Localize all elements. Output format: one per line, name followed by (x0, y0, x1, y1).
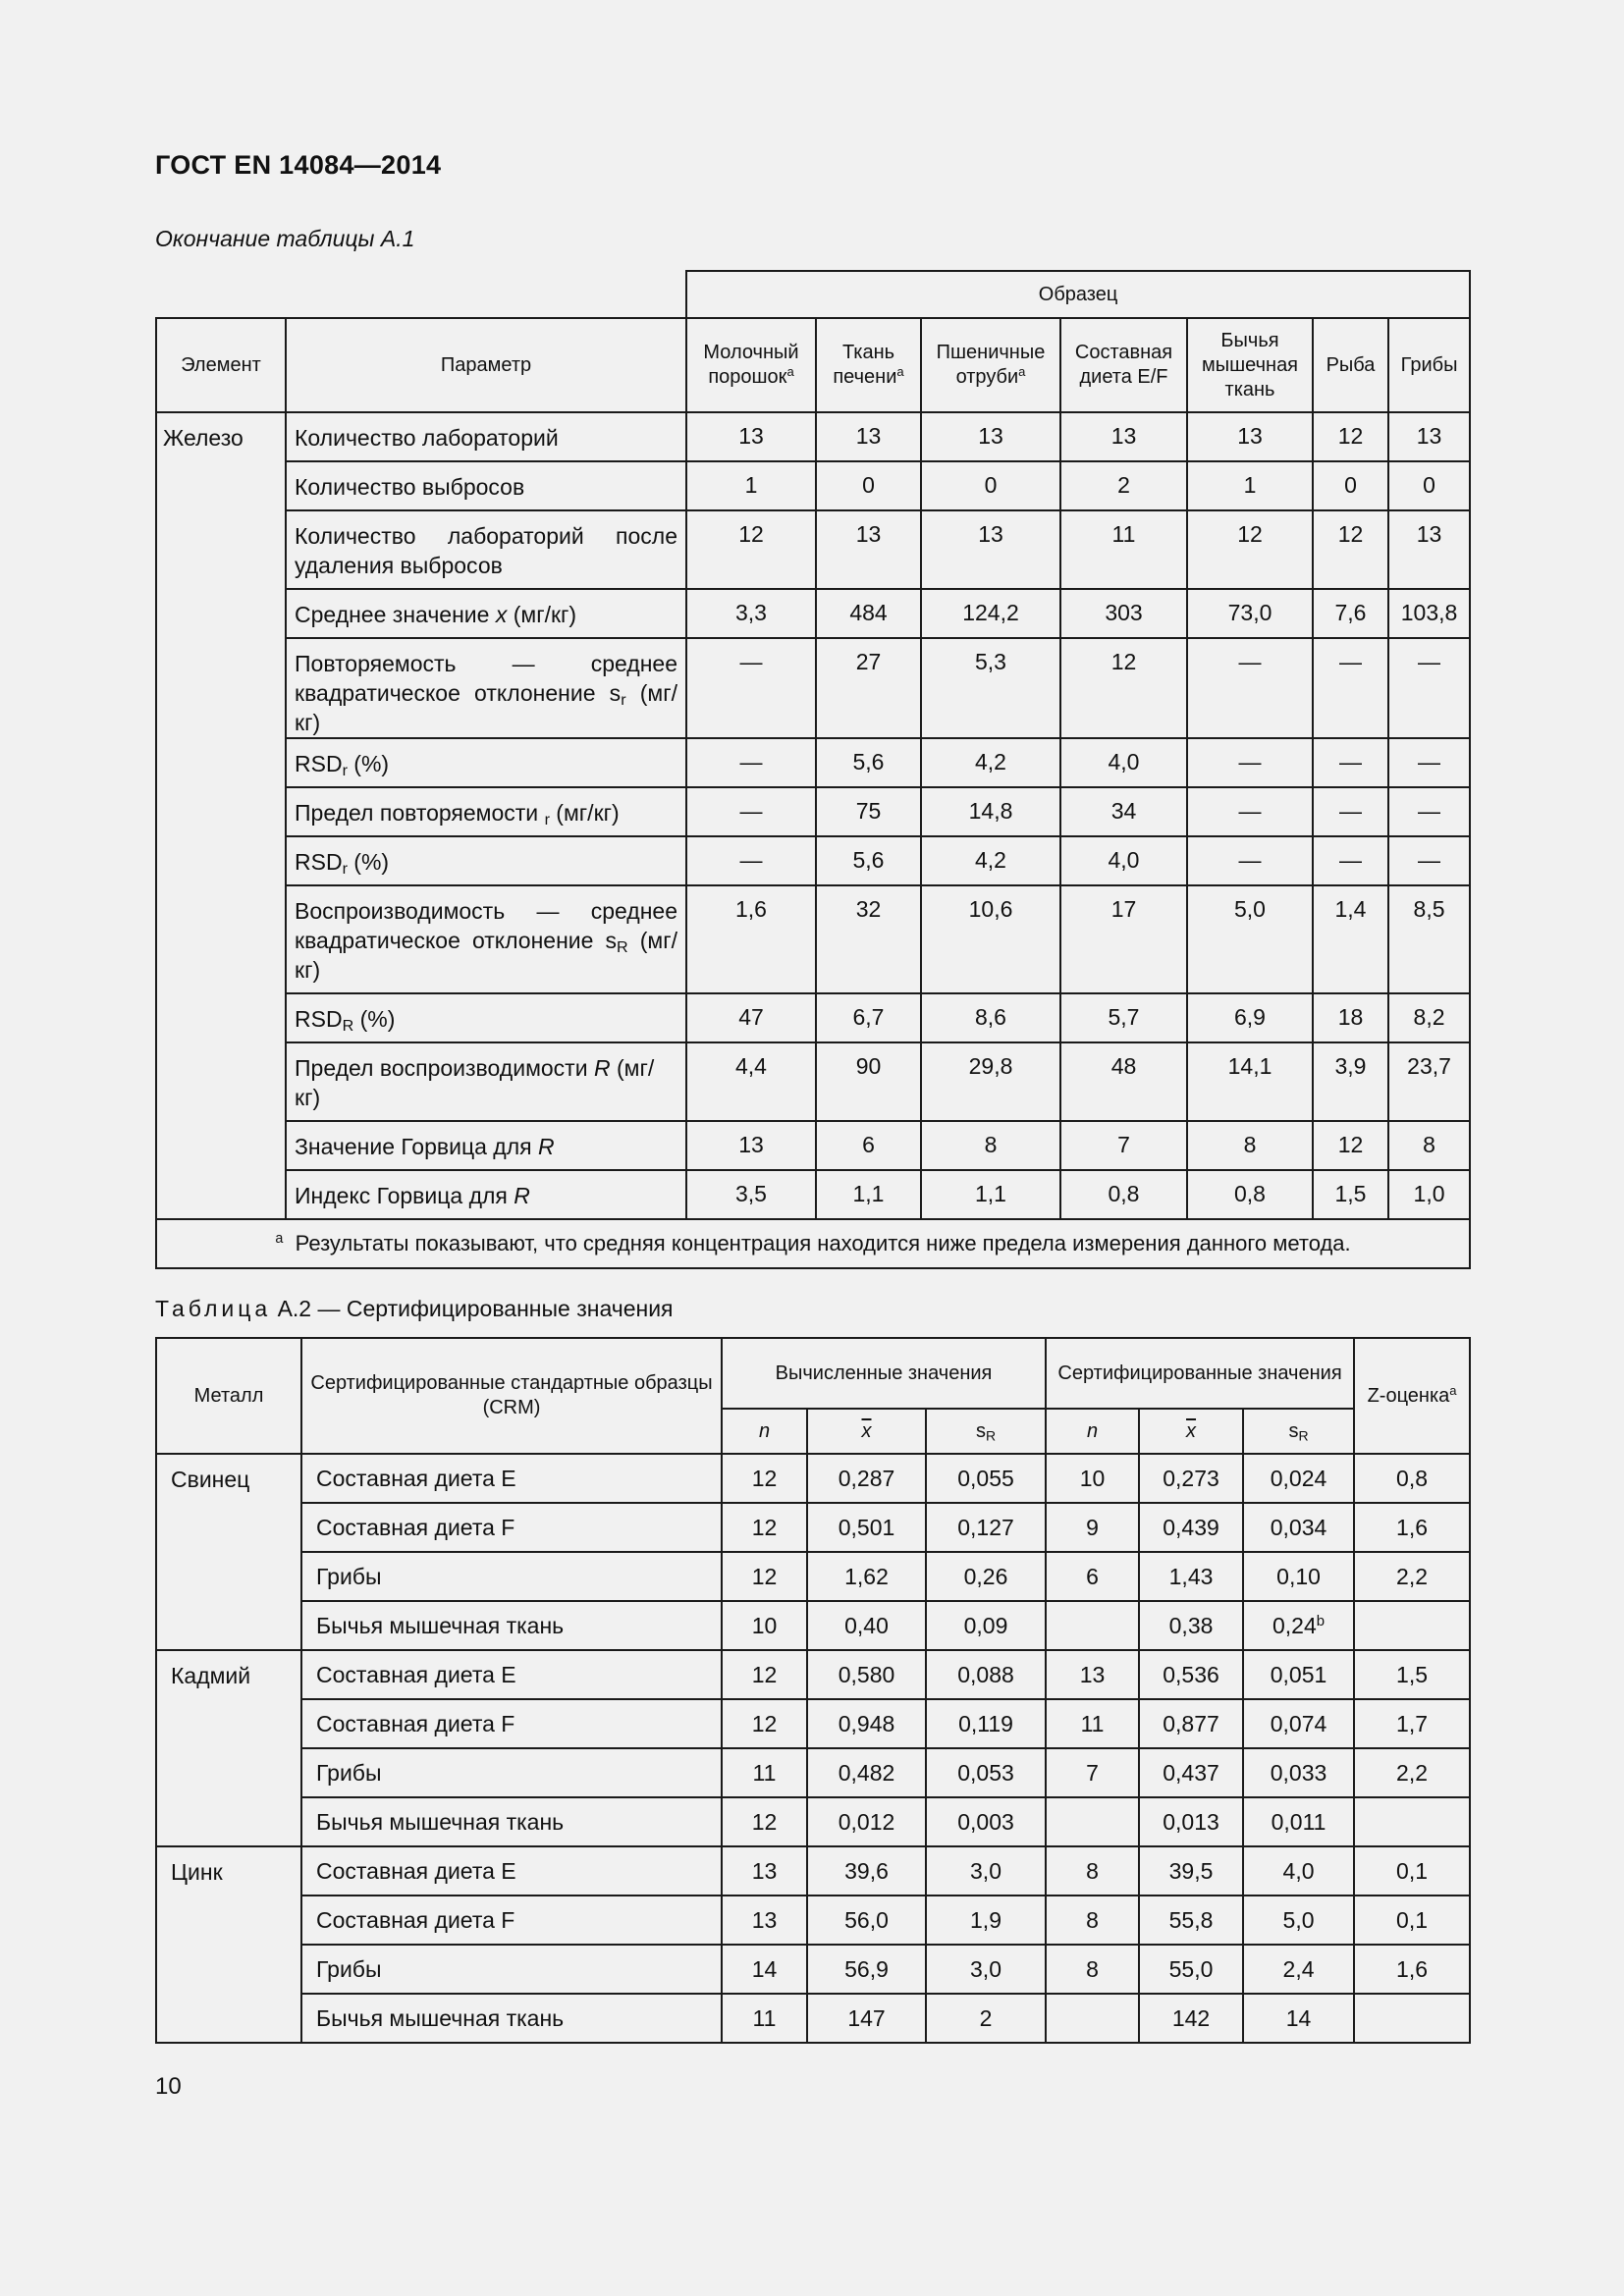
metal-cell: Цинк (156, 1846, 301, 2043)
table-row (156, 1797, 1470, 1846)
value-cell: 8 (1046, 1896, 1139, 1945)
value-cell: 8,6 (921, 993, 1060, 1042)
value-cell: 4,4 (686, 1042, 816, 1121)
value-cell: 1,1 (921, 1170, 1060, 1219)
sample-column-header: Составная диета E/F (1060, 318, 1187, 412)
value-cell: 0,501 (807, 1503, 926, 1552)
parameter-cell: Повторяемость — среднее квадратическое отклонение $s_r$ (мг/кг) (286, 638, 686, 738)
value-cell: 13 (1046, 1650, 1139, 1699)
document-title: ГОСТ EN 14084—2014 (155, 150, 442, 180)
value-cell: 7,6 (1313, 589, 1388, 638)
value-cell: 0,439 (1139, 1503, 1243, 1552)
page-number: 10 (155, 2073, 182, 2100)
value-cell: 0,948 (807, 1699, 926, 1748)
table-row (156, 1454, 1470, 1503)
value-cell: 12 (722, 1503, 807, 1552)
value-cell: 3,3 (686, 589, 816, 638)
value-cell: 14,8 (921, 787, 1060, 836)
value-cell: 12 (1313, 510, 1388, 589)
value-cell: 0,8 (1187, 1170, 1313, 1219)
sample-column-header: Пшеничные отруби$^a$ (921, 318, 1060, 412)
value-cell: 11 (722, 1994, 807, 2043)
value-cell: 47 (686, 993, 816, 1042)
value-cell: 23,7 (1388, 1042, 1470, 1121)
value-cell: 0,8 (1060, 1170, 1187, 1219)
sample-column-header: Молочный порошок$^a$ (686, 318, 816, 412)
value-cell: 12 (722, 1699, 807, 1748)
value-cell: 13 (686, 1121, 816, 1170)
metal-cell: Кадмий (156, 1650, 301, 1846)
table-a1-footnote: $^a$ Результаты показывают, что средняя концентрация находится ниже предела измерения данного метода. (156, 1219, 1470, 1268)
value-cell: 8 (1187, 1121, 1313, 1170)
value-cell: 11 (1046, 1699, 1139, 1748)
value-cell: 0,24$^b$ (1243, 1601, 1354, 1650)
value-cell (1046, 1601, 1139, 1650)
x-mean-subheader: $\overline{x}$ (807, 1409, 926, 1454)
table-row (156, 1503, 1470, 1552)
value-cell: 13 (816, 510, 921, 589)
value-cell: 1,43 (1139, 1552, 1243, 1601)
z-score-header: Z-оценка$^a$ (1354, 1338, 1470, 1454)
crm-cell: Грибы (301, 1748, 722, 1797)
value-cell: 12 (1313, 1121, 1388, 1170)
value-cell: 4,0 (1243, 1846, 1354, 1896)
value-cell: 29,8 (921, 1042, 1060, 1121)
value-cell: — (1388, 787, 1470, 836)
value-cell: 4,2 (921, 738, 1060, 787)
crm-cell: Грибы (301, 1945, 722, 1994)
value-cell: 12 (722, 1650, 807, 1699)
z-score-cell (1354, 1994, 1470, 2043)
parameter-cell: $RSD_r$ (%) (286, 836, 686, 885)
value-cell: 0,055 (926, 1454, 1046, 1503)
table-row (156, 1170, 1470, 1219)
table-a2 (155, 1337, 1471, 2044)
value-cell: 5,7 (1060, 993, 1187, 1042)
value-cell: 13 (686, 412, 816, 461)
value-cell: 0,074 (1243, 1699, 1354, 1748)
z-score-cell (1354, 1601, 1470, 1650)
crm-cell: Составная диета F (301, 1699, 722, 1748)
value-cell: — (1388, 836, 1470, 885)
value-cell: 0,088 (926, 1650, 1046, 1699)
calculated-values-header: Вычисленные значения (722, 1338, 1046, 1409)
value-cell: 8 (1046, 1945, 1139, 1994)
value-cell: 0,482 (807, 1748, 926, 1797)
value-cell: 0 (816, 461, 921, 510)
crm-cell: Бычья мышечная ткань (301, 1601, 722, 1650)
value-cell: 6 (816, 1121, 921, 1170)
table-row (156, 1699, 1470, 1748)
value-cell: 3,0 (926, 1846, 1046, 1896)
value-cell: 4,0 (1060, 738, 1187, 787)
metal-cell: Свинец (156, 1454, 301, 1650)
z-score-cell: 2,2 (1354, 1748, 1470, 1797)
value-cell: 4,2 (921, 836, 1060, 885)
sr-subheader: $s_R$ (926, 1409, 1046, 1454)
value-cell: 12 (1313, 412, 1388, 461)
element-column-header: Элемент (156, 318, 286, 412)
value-cell: 55,8 (1139, 1896, 1243, 1945)
z-score-cell (1354, 1797, 1470, 1846)
table-row (156, 412, 1470, 461)
value-cell: 0,40 (807, 1601, 926, 1650)
value-cell: 14 (1243, 1994, 1354, 2043)
value-cell: — (1388, 638, 1470, 738)
value-cell (1046, 1994, 1139, 2043)
value-cell: 1 (686, 461, 816, 510)
parameter-cell: Воспроизводимость — среднее квадратическое отклонение $s_R$ (мг/кг) (286, 885, 686, 993)
value-cell: 3,0 (926, 1945, 1046, 1994)
x-mean-subheader: $\overline{x}$ (1139, 1409, 1243, 1454)
value-cell: 56,9 (807, 1945, 926, 1994)
value-cell: 8 (921, 1121, 1060, 1170)
value-cell: 6 (1046, 1552, 1139, 1601)
value-cell: 2 (1060, 461, 1187, 510)
value-cell: — (686, 836, 816, 885)
z-score-cell: 0,1 (1354, 1846, 1470, 1896)
value-cell: 1 (1187, 461, 1313, 510)
value-cell: 13 (1060, 412, 1187, 461)
value-cell: 0,437 (1139, 1748, 1243, 1797)
parameter-cell: Предел повторяемости $_r$ (мг/кг) (286, 787, 686, 836)
sample-group-header: Образец (686, 271, 1470, 318)
value-cell: 0,119 (926, 1699, 1046, 1748)
parameter-cell: Среднее значение x (мг/кг) (286, 589, 686, 638)
table-row (156, 1650, 1470, 1699)
value-cell: 0,536 (1139, 1650, 1243, 1699)
parameter-cell: $RSD_r$ (%) (286, 738, 686, 787)
table-a1-body (156, 412, 1470, 1219)
table-a1-continuation-caption: Окончание таблицы А.1 (155, 226, 415, 251)
value-cell: 13 (921, 412, 1060, 461)
table-a2-caption: Таблица А.2 — Сертифицированные значения (155, 1296, 674, 1321)
element-cell: Железо (156, 412, 286, 1219)
parameter-cell: Значение Горвица для R (286, 1121, 686, 1170)
value-cell: 13 (1187, 412, 1313, 461)
sample-column-header: Бычья мышечная ткань (1187, 318, 1313, 412)
crm-cell: Составная диета F (301, 1896, 722, 1945)
value-cell: 12 (722, 1797, 807, 1846)
n-subheader: n (1046, 1409, 1139, 1454)
table-row (156, 1552, 1470, 1601)
value-cell: 484 (816, 589, 921, 638)
z-score-cell: 0,1 (1354, 1896, 1470, 1945)
value-cell: 0 (1313, 461, 1388, 510)
value-cell: 0,38 (1139, 1601, 1243, 1650)
value-cell: — (1313, 638, 1388, 738)
table-row (156, 1994, 1470, 2043)
value-cell: 3,9 (1313, 1042, 1388, 1121)
crm-cell: Составная диета E (301, 1650, 722, 1699)
table-row (156, 738, 1470, 787)
value-cell: 13 (1388, 510, 1470, 589)
sample-column-header: Ткань печени$^a$ (816, 318, 921, 412)
value-cell: 0,033 (1243, 1748, 1354, 1797)
value-cell: 0,09 (926, 1601, 1046, 1650)
value-cell: 11 (722, 1748, 807, 1797)
value-cell: 32 (816, 885, 921, 993)
value-cell: 1,4 (1313, 885, 1388, 993)
table-row (156, 885, 1470, 993)
value-cell: — (686, 638, 816, 738)
table-row (156, 638, 1470, 738)
value-cell: 0,024 (1243, 1454, 1354, 1503)
table-row (156, 1121, 1470, 1170)
table-row (156, 510, 1470, 589)
n-subheader: n (722, 1409, 807, 1454)
value-cell: 2 (926, 1994, 1046, 2043)
z-score-cell: 0,8 (1354, 1454, 1470, 1503)
z-score-cell: 2,2 (1354, 1552, 1470, 1601)
value-cell: 0,012 (807, 1797, 926, 1846)
value-cell: 1,5 (1313, 1170, 1388, 1219)
value-cell: 0,051 (1243, 1650, 1354, 1699)
value-cell: 124,2 (921, 589, 1060, 638)
value-cell (1046, 1797, 1139, 1846)
value-cell: 14,1 (1187, 1042, 1313, 1121)
crm-cell: Грибы (301, 1552, 722, 1601)
value-cell: 0,034 (1243, 1503, 1354, 1552)
table-row (156, 1748, 1470, 1797)
value-cell: 39,6 (807, 1846, 926, 1896)
value-cell: 0,26 (926, 1552, 1046, 1601)
table-row (156, 993, 1470, 1042)
value-cell: 5,0 (1187, 885, 1313, 993)
parameter-cell: $RSD_R$ (%) (286, 993, 686, 1042)
value-cell: 13 (816, 412, 921, 461)
table-row (156, 836, 1470, 885)
value-cell: — (686, 738, 816, 787)
value-cell: — (1388, 738, 1470, 787)
parameter-column-header: Параметр (286, 318, 686, 412)
value-cell: — (1313, 836, 1388, 885)
value-cell: 0,580 (807, 1650, 926, 1699)
table-row (156, 1846, 1470, 1896)
value-cell: 39,5 (1139, 1846, 1243, 1896)
value-cell: 8 (1388, 1121, 1470, 1170)
value-cell: 142 (1139, 1994, 1243, 2043)
table-row (156, 1601, 1470, 1650)
crm-column-header: Сертифицированные стандартные образцы (CRM) (301, 1338, 722, 1454)
crm-cell: Составная диета E (301, 1846, 722, 1896)
value-cell: 8,2 (1388, 993, 1470, 1042)
value-cell: 48 (1060, 1042, 1187, 1121)
value-cell: — (1313, 787, 1388, 836)
value-cell: 0,287 (807, 1454, 926, 1503)
value-cell: 0,273 (1139, 1454, 1243, 1503)
parameter-cell: Количество лабораторий (286, 412, 686, 461)
value-cell: 0,013 (1139, 1797, 1243, 1846)
value-cell: — (1313, 738, 1388, 787)
value-cell: 0,011 (1243, 1797, 1354, 1846)
crm-cell: Составная диета E (301, 1454, 722, 1503)
parameter-cell: Количество лабораторий после удаления выбросов (286, 510, 686, 589)
crm-cell: Составная диета F (301, 1503, 722, 1552)
value-cell: — (686, 787, 816, 836)
value-cell: 1,9 (926, 1896, 1046, 1945)
value-cell: 5,6 (816, 738, 921, 787)
table-row (156, 1945, 1470, 1994)
z-score-cell: 1,7 (1354, 1699, 1470, 1748)
value-cell: 1,62 (807, 1552, 926, 1601)
value-cell: 5,6 (816, 836, 921, 885)
value-cell: 5,0 (1243, 1896, 1354, 1945)
z-score-cell: 1,5 (1354, 1650, 1470, 1699)
value-cell: 1,6 (686, 885, 816, 993)
value-cell: 7 (1060, 1121, 1187, 1170)
value-cell: 147 (807, 1994, 926, 2043)
value-cell: 0,127 (926, 1503, 1046, 1552)
value-cell: 0 (1388, 461, 1470, 510)
value-cell: 13 (722, 1896, 807, 1945)
value-cell: 12 (722, 1454, 807, 1503)
table-row (156, 461, 1470, 510)
sample-column-header: Рыба (1313, 318, 1388, 412)
value-cell: 1,0 (1388, 1170, 1470, 1219)
z-score-cell: 1,6 (1354, 1945, 1470, 1994)
crm-cell: Бычья мышечная ткань (301, 1994, 722, 2043)
value-cell: 10 (1046, 1454, 1139, 1503)
value-cell: 13 (1388, 412, 1470, 461)
value-cell: — (1187, 787, 1313, 836)
value-cell: 6,9 (1187, 993, 1313, 1042)
value-cell: 303 (1060, 589, 1187, 638)
value-cell: 0,877 (1139, 1699, 1243, 1748)
value-cell: 1,1 (816, 1170, 921, 1219)
sr-subheader: $s_R$ (1243, 1409, 1354, 1454)
value-cell: 0,053 (926, 1748, 1046, 1797)
value-cell: 8 (1046, 1846, 1139, 1896)
z-score-cell: 1,6 (1354, 1503, 1470, 1552)
value-cell: 12 (1060, 638, 1187, 738)
table-a2-body (156, 1454, 1470, 2043)
value-cell: — (1187, 738, 1313, 787)
value-cell: 90 (816, 1042, 921, 1121)
value-cell: 13 (722, 1846, 807, 1896)
value-cell: 10,6 (921, 885, 1060, 993)
value-cell: 103,8 (1388, 589, 1470, 638)
table-row (156, 589, 1470, 638)
metal-column-header: Металл (156, 1338, 301, 1454)
parameter-cell: Количество выбросов (286, 461, 686, 510)
value-cell: 0,10 (1243, 1552, 1354, 1601)
sample-column-header: Грибы (1388, 318, 1470, 412)
table-row (156, 787, 1470, 836)
value-cell: 12 (686, 510, 816, 589)
value-cell: 12 (722, 1552, 807, 1601)
value-cell: 3,5 (686, 1170, 816, 1219)
value-cell: 11 (1060, 510, 1187, 589)
crm-cell: Бычья мышечная ткань (301, 1797, 722, 1846)
value-cell: 6,7 (816, 993, 921, 1042)
table-row (156, 1896, 1470, 1945)
value-cell: 4,0 (1060, 836, 1187, 885)
value-cell: 73,0 (1187, 589, 1313, 638)
value-cell: 2,4 (1243, 1945, 1354, 1994)
value-cell: 10 (722, 1601, 807, 1650)
value-cell: 17 (1060, 885, 1187, 993)
value-cell: 18 (1313, 993, 1388, 1042)
value-cell: — (1187, 638, 1313, 738)
value-cell: 0,003 (926, 1797, 1046, 1846)
value-cell: 8,5 (1388, 885, 1470, 993)
value-cell: 55,0 (1139, 1945, 1243, 1994)
table-a1 (155, 270, 1471, 1269)
value-cell: 12 (1187, 510, 1313, 589)
value-cell: — (1187, 836, 1313, 885)
parameter-cell: Индекс Горвица для R (286, 1170, 686, 1219)
value-cell: 5,3 (921, 638, 1060, 738)
value-cell: 75 (816, 787, 921, 836)
value-cell: 13 (921, 510, 1060, 589)
value-cell: 0 (921, 461, 1060, 510)
value-cell: 9 (1046, 1503, 1139, 1552)
table-row (156, 1042, 1470, 1121)
value-cell: 27 (816, 638, 921, 738)
value-cell: 7 (1046, 1748, 1139, 1797)
value-cell: 34 (1060, 787, 1187, 836)
parameter-cell: Предел воспроизводимости R (мг/кг) (286, 1042, 686, 1121)
value-cell: 56,0 (807, 1896, 926, 1945)
value-cell: 14 (722, 1945, 807, 1994)
certified-values-header: Сертифицированные значения (1046, 1338, 1354, 1409)
